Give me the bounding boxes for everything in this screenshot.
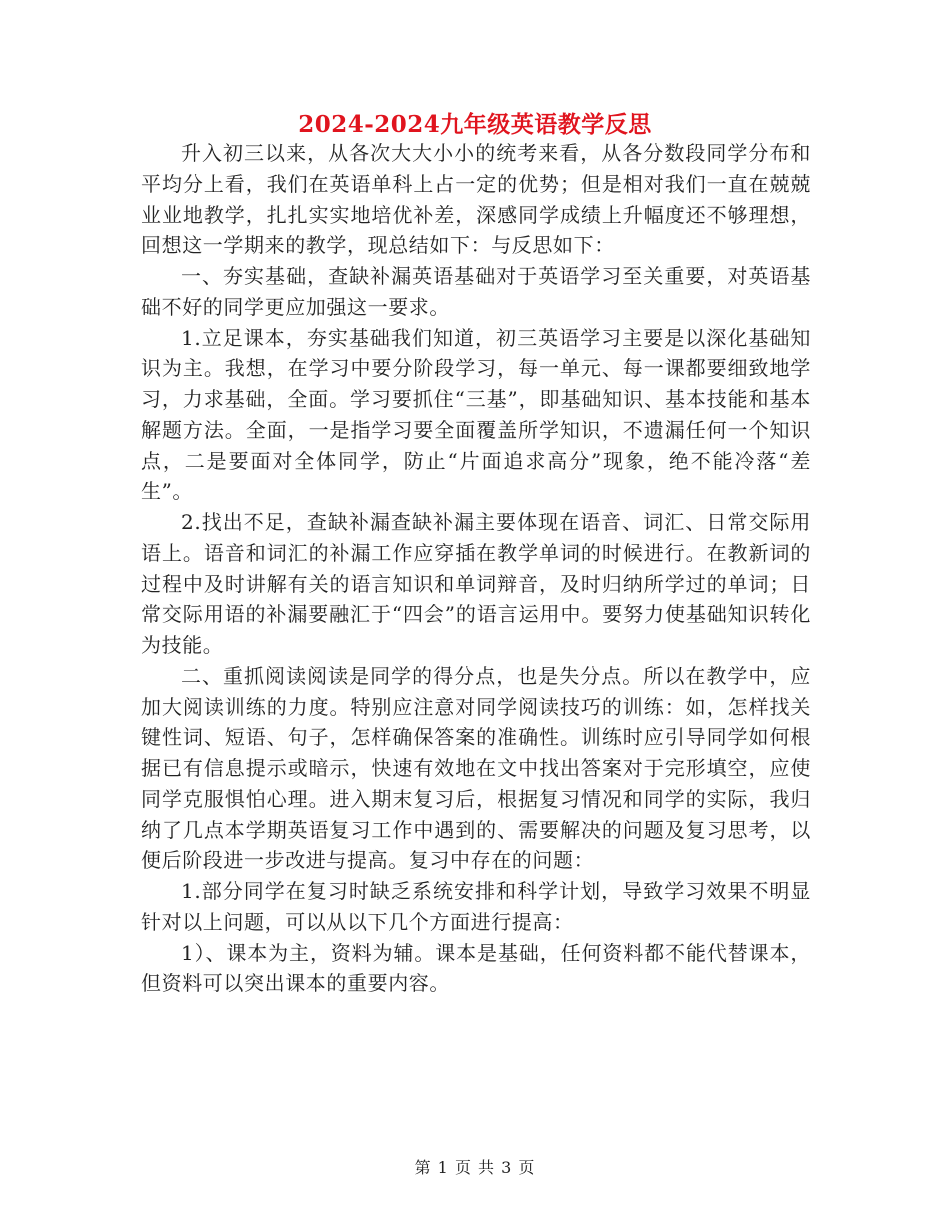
paragraph: 一、夯实基础，查缺补漏英语基础对于英语学习至关重要，对英语基础不好的同学更应加强这一要求。 xyxy=(141,264,811,319)
paragraph: 二、重抓阅读阅读是同学的得分点，也是失分点。所以在教学中，应加大阅读训练的力度。特别应注意对同学阅读技巧的训练：如，怎样找关键性词、短语、句子，怎样确保答案的准确性。训练时应引导同学如何根据已有信息提示或暗示，快速有效地在文中找出答案对于完形填空，应使同学克服惧怕心理。进入期末复习后，根据复习情况和同学的实际，我归纳了几点本学期英语复习工作中遇到的、需要解决的问题及复习思考，以便后阶段进一步改进与提高。复习中存在的问题： xyxy=(141,663,811,873)
page-footer: 第 1 页 共 3 页 xyxy=(414,1158,536,1177)
paragraph: 1.部分同学在复习时缺乏系统安排和科学计划，导致学习效果不明显针对以上问题，可以从以下几个方面进行提高： xyxy=(141,879,811,934)
document-body xyxy=(141,138,811,999)
paragraph: 1.立足课本，夯实基础我们知道，初三英语学习主要是以深化基础知识为主。我想，在学习中要分阶段学习，每一单元、每一课都要细致地学习，力求基础，全面。学习要抓住“三基”，即基础知识、基本技能和基本解题方法。全面，一是指学习要全面覆盖所学知识，不遗漏任何一个知识点，二是要面对全体同学，防止“片面追求高分”现象，绝不能冷落“差生”。 xyxy=(141,325,811,504)
document-title: 2024-2024九年级英语教学反思 xyxy=(298,111,652,138)
paragraph: 2.找出不足，查缺补漏查缺补漏主要体现在语音、词汇、日常交际用语上。语音和词汇的补漏工作应穿插在教学单词的时候进行。在教新词的过程中及时讲解有关的语言知识和单词辩音，及时归纳所学过的单词；日常交际用语的补漏要融汇于“四会”的语言运用中。要努力使基础知识转化为技能。 xyxy=(141,510,811,657)
paragraph: 升入初三以来，从各次大大小小的统考来看，从各分数段同学分布和平均分上看，我们在英语单科上占一定的优势；但是相对我们一直在兢兢业业地教学，扎扎实实地培优补差，深感同学成绩上升幅度还不够理想，回想这一学期来的教学，现总结如下：与反思如下： xyxy=(141,141,811,258)
paragraph: 1）、课本为主，资料为辅。课本是基础，任何资料都不能代替课本，但资料可以突出课本的重要内容。 xyxy=(141,940,811,996)
